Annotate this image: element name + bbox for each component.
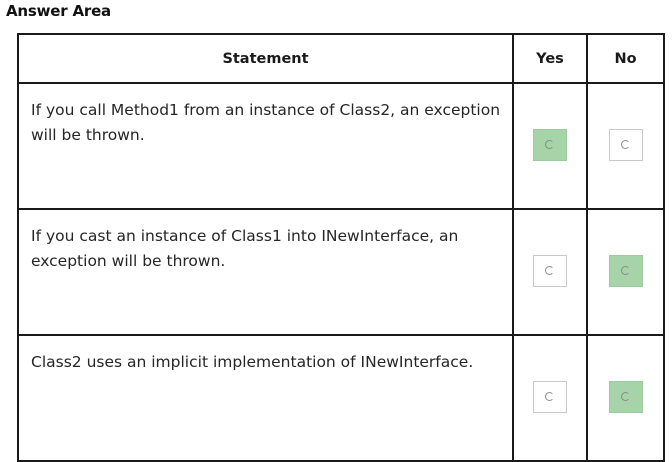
answer-table	[17, 33, 665, 462]
table-row	[18, 335, 664, 461]
no-cell-1	[587, 83, 664, 209]
yes-option-3[interactable]	[533, 381, 567, 413]
statement-text-2: If you cast an instance of Class1 into INewInterface, an exception will be thrown.	[18, 209, 513, 335]
answer-area-title: Answer Area	[6, 2, 111, 20]
yes-cell-3	[513, 335, 587, 461]
statement-text-1: If you call Method1 from an instance of Class2, an exception will be thrown.	[18, 83, 513, 209]
no-cell-3	[587, 335, 664, 461]
radio-button-icon	[621, 140, 630, 149]
radio-button-icon	[621, 266, 630, 275]
radio-button-icon	[545, 266, 554, 275]
no-option-2[interactable]	[609, 255, 643, 287]
yes-cell-1	[513, 83, 587, 209]
header-statement: Statement	[18, 34, 513, 83]
yes-cell-2	[513, 209, 587, 335]
radio-button-icon	[545, 392, 554, 401]
header-no: No	[587, 34, 664, 83]
header-row	[18, 34, 664, 83]
no-cell-2	[587, 209, 664, 335]
header-yes: Yes	[513, 34, 587, 83]
radio-button-icon	[545, 140, 554, 149]
yes-option-1[interactable]	[533, 129, 567, 161]
no-option-3[interactable]	[609, 381, 643, 413]
statement-text-3: Class2 uses an implicit implementation of INewInterface.	[18, 335, 513, 461]
yes-option-2[interactable]	[533, 255, 567, 287]
radio-button-icon	[621, 392, 630, 401]
table-row	[18, 209, 664, 335]
table-row	[18, 83, 664, 209]
no-option-1[interactable]	[609, 129, 643, 161]
